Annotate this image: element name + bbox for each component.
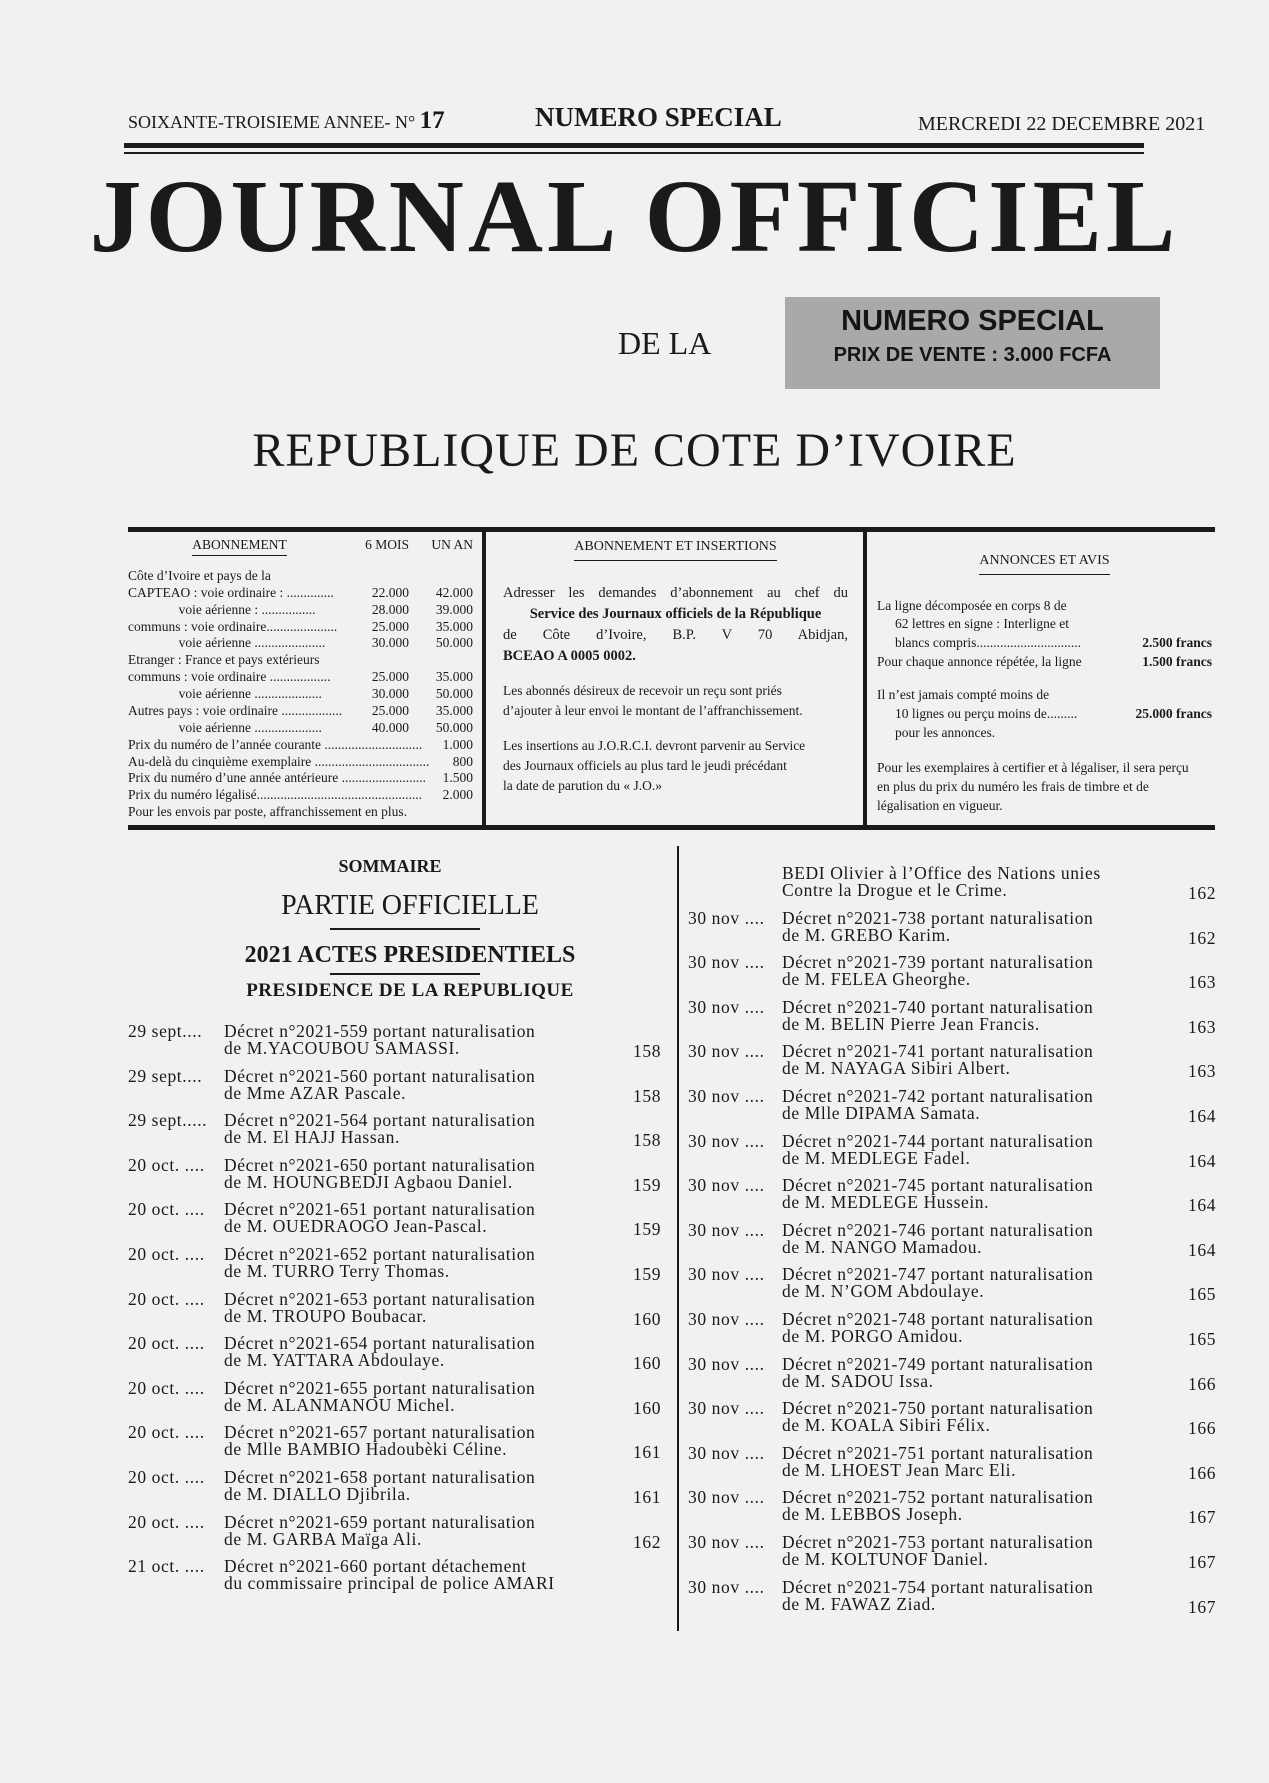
toc-entry — [128, 1066, 688, 1111]
toc-entry-title: Décret n°2021-657 portant naturalisation — [224, 1422, 536, 1443]
annonces-heading: ANNONCES ET AVIS — [979, 551, 1109, 575]
toc-entry-title: Décret n°2021-741 portant naturalisation — [782, 1041, 1094, 1062]
insertions-p3-c: la date de parution du « J.O.» — [503, 777, 662, 793]
toc-entry-subject: de M. GREBO Karim. — [782, 924, 951, 945]
toc-entry-subject: de M. SADOU Issa. — [782, 1370, 934, 1391]
toc-entry — [688, 1041, 1248, 1086]
toc-entry-page: 159 — [633, 1264, 662, 1284]
annonces-l6-price: 25.000 francs — [1135, 706, 1212, 722]
toc-entry — [688, 1398, 1248, 1443]
toc-entry-page: 167 — [1188, 1596, 1217, 1617]
insertions-p3-a: Les insertions au J.O.R.C.I. devront parvenir au Service — [503, 738, 806, 754]
info-bottom-rule — [128, 825, 1215, 830]
toc-entry-page: 158 — [633, 1085, 662, 1106]
partie-underline — [330, 928, 480, 930]
toc-entry-page: 165 — [1188, 1329, 1217, 1349]
toc-entry-title: Décret n°2021-658 portant naturalisation — [224, 1467, 536, 1487]
abonnement-row-6mois: 28.000 — [371, 601, 409, 617]
abonnement-row-6mois: 25.000 — [371, 702, 409, 718]
toc-entry-title: Décret n°2021-751 portant naturalisation — [782, 1442, 1094, 1463]
toc-entry-title: Décret n°2021-660 portant détachement — [224, 1556, 527, 1577]
abonnement-row-label: communs : voie ordinaire .................. — [128, 669, 331, 685]
insertions-p1-b: Service des Journaux officiels de la République — [529, 606, 822, 623]
toc-entry-page: 159 — [633, 1219, 662, 1240]
abonnement-row-label: voie aérienne : ................ — [128, 601, 316, 617]
toc-entry-subject: de M. BELIN Pierre Jean Francis. — [782, 1013, 1040, 1034]
abonnement-row-unan — [438, 804, 473, 821]
toc-entry-subject: de Mlle BAMBIO Hadoubèki Céline. — [224, 1439, 508, 1460]
abonnement-row-unan: 800 — [452, 753, 473, 769]
toc-entry-page: 164 — [1188, 1150, 1217, 1171]
annonces-l6: 10 lignes ou perçu moins de......... — [895, 706, 1078, 722]
header-rule-thick — [124, 143, 1144, 148]
insertions-p2-a: Les abonnés désireux de recevoir un reçu sont priés — [503, 683, 782, 699]
toc-entry-subject: de M. LEBBOS Joseph. — [782, 1504, 963, 1525]
abonnement-row-label: communs : voie ordinaire..................... — [128, 618, 338, 634]
toc-entry-subject: de M. TURRO Terry Thomas. — [224, 1261, 450, 1281]
toc-entry — [688, 1264, 1248, 1309]
abonnement-row — [128, 652, 473, 669]
toc-entry-subject: de M. YATTARA Abdoulaye. — [224, 1350, 445, 1371]
toc-entry-date: 20 oct. .... — [128, 1154, 205, 1175]
toc-entry — [688, 1220, 1248, 1265]
toc-entry-subject: de M. N’GOM Abdoulaye. — [782, 1281, 985, 1302]
toc-entry-title: Décret n°2021-560 portant naturalisation — [224, 1065, 536, 1086]
abonnement-row-6mois: 25.000 — [371, 618, 409, 634]
toc-entry-page: 167 — [1188, 1552, 1217, 1572]
toc-entry-date: 30 nov .... — [688, 1086, 765, 1106]
abonnement-row-unan: 35.000 — [435, 702, 473, 718]
abonnement-row — [128, 669, 473, 686]
abonnement-row — [128, 585, 473, 602]
toc-entry — [128, 1289, 688, 1334]
abonnement-row — [128, 568, 473, 585]
annonces-l8: Pour les exemplaires à certifier et à légaliser, il sera perçu — [877, 759, 1189, 775]
abonnement-row — [128, 635, 473, 652]
abonnement-row — [128, 754, 473, 771]
toc-entry-subject: de Mlle DIPAMA Samata. — [782, 1103, 981, 1123]
abonnement-row-label: CAPTEAO : voie ordinaire : .............. — [128, 584, 334, 600]
abonnement-row-label: Côte d’Ivoire et pays de la — [128, 567, 271, 583]
abonnement-row-6mois — [422, 787, 443, 804]
abonnement-row-6mois — [422, 737, 442, 754]
toc-entry — [688, 1086, 1248, 1131]
toc-entry-date: 29 sept..... — [128, 1110, 208, 1131]
republic-title: REPUBLIQUE DE COTE D’IVOIRE — [252, 424, 1017, 477]
toc-entry — [688, 908, 1248, 953]
toc-entry-title: Décret n°2021-747 portant naturalisation — [782, 1264, 1094, 1285]
abonnement-row-label: Autres pays : voie ordinaire .................. — [128, 702, 343, 718]
abonnement-row-6mois — [426, 770, 443, 787]
toc-entry-page: 167 — [1188, 1507, 1217, 1528]
toc-entry-date: 30 nov .... — [688, 996, 765, 1017]
toc-entry-date: 20 oct. .... — [128, 1511, 205, 1532]
toc-entry — [128, 1244, 688, 1289]
toc-entry-date: 21 oct. .... — [128, 1556, 205, 1577]
toc-entry-title: Décret n°2021-740 portant naturalisation — [782, 996, 1094, 1017]
special-edition-label: NUMERO SPECIAL — [535, 102, 782, 132]
abonnement-row-label: voie aérienne .................... — [128, 719, 322, 735]
toc-entry — [688, 1131, 1248, 1176]
toc-entry — [688, 997, 1248, 1042]
abonnement-row-label: Pour les envois par poste, affranchissement en plus. — [128, 804, 408, 820]
toc-entry-title: BEDI Olivier à l’Office des Nations unies — [782, 863, 1101, 883]
toc-entry-page: 164 — [1188, 1195, 1217, 1216]
toc-entry — [128, 1333, 688, 1378]
insertions-p1-c: de Côte d’Ivoire, B.P. V 70 Abidjan, — [503, 627, 848, 644]
issue-number: 17 — [419, 107, 445, 134]
toc-entry — [128, 1378, 688, 1423]
sommaire-heading: SOMMAIRE — [338, 856, 442, 876]
abonnement-row-label: Etranger : France et pays extérieurs — [128, 652, 320, 668]
special-box-price: PRIX DE VENTE : 3.000 FCFA — [833, 344, 1112, 366]
info-top-rule — [128, 527, 1215, 532]
toc-entry-date: 20 oct. .... — [128, 1333, 205, 1354]
toc-entry-date: 30 nov .... — [688, 1532, 765, 1552]
toc-entry-subject: de M. PORGO Amidou. — [782, 1326, 964, 1346]
abonnement-col-unan: UN AN — [431, 537, 473, 552]
toc-entry-title: Décret n°2021-651 portant naturalisation — [224, 1199, 536, 1220]
toc-entry-date: 30 nov .... — [688, 1130, 765, 1151]
toc-entry — [688, 863, 1248, 908]
abonnement-row-6mois: 40.000 — [371, 719, 409, 735]
toc-entry-date: 30 nov .... — [688, 1041, 765, 1062]
toc-entry-title: Décret n°2021-564 portant naturalisation — [224, 1110, 536, 1131]
toc-entry-date: 30 nov .... — [688, 1576, 765, 1597]
journal-title: JOURNAL OFFICIEL — [89, 159, 1180, 274]
abonnement-row — [128, 720, 473, 737]
toc-entry-page: 161 — [633, 1487, 662, 1507]
toc-entry-page: 159 — [633, 1174, 662, 1195]
abonnement-row-6mois: 30.000 — [371, 635, 409, 651]
abonnement-row-unan: 35.000 — [435, 669, 473, 685]
toc-entry-page: 163 — [1188, 1061, 1217, 1082]
abonnement-row — [128, 737, 473, 754]
abonnement-row — [128, 770, 473, 787]
toc-entry-title: Décret n°2021-650 portant naturalisation — [224, 1154, 536, 1175]
toc-entry-title: Décret n°2021-652 portant naturalisation — [224, 1244, 536, 1264]
abonnement-row-unan: 1.500 — [442, 770, 473, 786]
toc-entry-subject: de M. HOUNGBEDJI Agbaou Daniel. — [224, 1171, 513, 1192]
toc-entry-subject: de M. MEDLEGE Fadel. — [782, 1147, 971, 1168]
toc-entry — [688, 1532, 1248, 1577]
toc-entry-subject: de Mme AZAR Pascale. — [224, 1082, 407, 1103]
abonnement-row-6mois — [429, 754, 450, 771]
toc-entry-date: 30 nov .... — [688, 1219, 765, 1240]
de-la-text: DE LA — [618, 325, 712, 361]
toc-entry-title: Décret n°2021-738 portant naturalisation — [782, 907, 1094, 928]
toc-entry-subject: de M. FELEA Gheorghe. — [782, 969, 971, 990]
toc-entry — [688, 1443, 1248, 1488]
toc-entry-page: 161 — [633, 1442, 662, 1463]
insertions-p3-b: des Journaux officiels au plus tard le jeudi précédant — [503, 758, 787, 774]
toc-entry-page: 166 — [1188, 1418, 1217, 1439]
abonnement-heading: ABONNEMENT — [192, 537, 287, 556]
abonnement-row-unan: 50.000 — [435, 635, 473, 651]
toc-entry-title: Décret n°2021-659 portant naturalisation — [224, 1511, 536, 1532]
toc-entry-date: 30 nov .... — [688, 1442, 765, 1463]
abonnement-row-label: Prix du numéro d’une année antérieure ......................... — [128, 770, 427, 786]
toc-entry-page: 162 — [1188, 883, 1217, 903]
toc-entry — [688, 1577, 1248, 1622]
abonnement-row-label: Prix du numéro de l’année courante ............................. — [128, 736, 423, 752]
toc-entry-title: Décret n°2021-744 portant naturalisation — [782, 1130, 1094, 1151]
issue-prefix: SOIXANTE-TROISIEME ANNEE- N° — [128, 112, 416, 132]
abonnement-row-unan: 42.000 — [435, 584, 473, 600]
toc-entry — [128, 1556, 688, 1601]
toc-entry-page: 158 — [633, 1041, 662, 1061]
toc-entry-page: 160 — [633, 1353, 662, 1374]
toc-entry — [688, 1487, 1248, 1532]
toc-entry-subject: de M. NAYAGA Sibiri Albert. — [782, 1058, 1011, 1079]
toc-entry-page: 163 — [1188, 1016, 1217, 1037]
toc-entry-subject: de M. OUEDRAOGO Jean-Pascal. — [224, 1216, 488, 1237]
toc-entry-page: 162 — [1188, 927, 1217, 948]
insertions-box — [503, 537, 848, 823]
toc-entry-date: 30 nov .... — [688, 1353, 765, 1374]
abonnement-row-6mois: 22.000 — [371, 584, 409, 600]
toc-entry-title: Décret n°2021-654 portant naturalisation — [224, 1333, 536, 1354]
toc-entry-date: 20 oct. .... — [128, 1377, 205, 1398]
abonnement-col-6mois: 6 MOIS — [365, 537, 409, 552]
toc-entry-date: 30 nov .... — [688, 907, 765, 928]
toc-entry-date: 20 oct. .... — [128, 1422, 205, 1443]
insertions-heading: ABONNEMENT ET INSERTIONS — [574, 537, 776, 561]
toc-entry — [128, 1155, 688, 1200]
toc-entry-title: Décret n°2021-745 portant naturalisation — [782, 1175, 1094, 1196]
toc-entry-page: 162 — [633, 1531, 662, 1552]
annonces-box — [877, 537, 1212, 823]
toc-entry-subject: de M. LHOEST Jean Marc Eli. — [782, 1459, 1017, 1480]
toc-entry — [128, 1021, 688, 1066]
toc-entry-title: Décret n°2021-746 portant naturalisation — [782, 1219, 1094, 1240]
toc-entry-page: 166 — [1188, 1373, 1217, 1394]
toc-entry-subject: de M. NANGO Mamadou. — [782, 1236, 983, 1257]
toc-entry-subject: de M. GARBA Maïga Ali. — [224, 1528, 422, 1549]
toc-entry-page: 164 — [1188, 1106, 1217, 1126]
toc-entry-title: Décret n°2021-754 portant naturalisation — [782, 1576, 1094, 1597]
abonnement-row — [128, 703, 473, 720]
toc-entry — [128, 1512, 688, 1557]
toc-entry-title: Décret n°2021-559 portant naturalisation — [224, 1021, 536, 1041]
toc-entry-subject: du commissaire principal de police AMARI — [224, 1573, 555, 1594]
annonces-l7: pour les annonces. — [895, 724, 996, 740]
presidence-heading: PRESIDENCE DE LA REPUBLIQUE — [246, 980, 574, 1001]
abonnement-row-label: voie aérienne .................... — [128, 686, 322, 701]
toc-entry-date: 30 nov .... — [688, 1175, 765, 1196]
abonnement-row-6mois — [351, 652, 409, 669]
toc-entry-page: 165 — [1188, 1284, 1217, 1305]
annonces-l9: en plus du prix du numéro les frais de timbre et de — [877, 778, 1149, 794]
info-divider-1 — [482, 532, 486, 825]
actes-heading: 2021 ACTES PRESIDENTIELS — [244, 942, 576, 968]
abonnement-row-6mois: 30.000 — [371, 686, 409, 701]
abonnement-row-6mois: 25.000 — [371, 669, 409, 685]
info-divider-2 — [863, 532, 867, 825]
toc-entry — [128, 1467, 688, 1512]
annonces-l10: légalisation en vigueur. — [877, 797, 1003, 813]
toc-entry-subject: de M. KOLTUNOF Daniel. — [782, 1549, 989, 1569]
toc-entry-date: 20 oct. .... — [128, 1199, 205, 1220]
toc-entry-subject: de M. FAWAZ Ziad. — [782, 1593, 936, 1614]
abonnement-row-unan: 1.000 — [442, 736, 473, 752]
insertions-p1-a: Adresser les demandes d’abonnement au chef du — [503, 585, 848, 602]
toc-entry-date: 29 sept.... — [128, 1021, 203, 1041]
toc-entry-subject: de M. El HAJJ Hassan. — [224, 1127, 400, 1148]
annonces-l1: La ligne décomposée en corps 8 de — [877, 597, 1067, 613]
abonnement-row-6mois — [351, 568, 409, 585]
toc-entry — [688, 1175, 1248, 1220]
toc-entry-date: 20 oct. .... — [128, 1288, 205, 1309]
header-rule-thin — [124, 152, 1144, 154]
toc-entry-date: 30 nov .... — [688, 1309, 765, 1329]
abonnement-row — [128, 619, 473, 636]
abonnement-row-label: Au-delà du cinquième exemplaire .................................. — [128, 753, 430, 769]
abonnement-row-unan: 50.000 — [435, 686, 473, 701]
toc-entry-date: 30 nov .... — [688, 1264, 765, 1285]
partie-officielle-heading — [200, 890, 620, 922]
annonces-l3-price: 2.500 francs — [1142, 635, 1212, 651]
toc-entry-subject: de M. ALANMANOU Michel. — [224, 1394, 456, 1415]
abonnement-row — [128, 602, 473, 619]
annonces-l2: 62 lettres en signe : Interligne et — [895, 616, 1069, 632]
toc-entry-title: Décret n°2021-653 portant naturalisation — [224, 1288, 536, 1309]
toc-entry-page: 163 — [1188, 972, 1217, 993]
toc-entry-title: Décret n°2021-753 portant naturalisation — [782, 1532, 1094, 1552]
toc-entry-date: 20 oct. .... — [128, 1244, 205, 1264]
toc-entry-date: 30 nov .... — [688, 1398, 765, 1419]
special-box-title: NUMERO SPECIAL — [841, 305, 1104, 337]
abonnement-row-unan: 35.000 — [435, 618, 473, 634]
toc-entry-title: Décret n°2021-748 portant naturalisation — [782, 1309, 1094, 1329]
toc-entry-subject: de M.YACOUBOU SAMASSI. — [224, 1038, 460, 1058]
toc-entry-date: 30 nov .... — [688, 1487, 765, 1508]
toc-entry-page: 164 — [1188, 1239, 1217, 1260]
toc-entry-subject: de M. DIALLO Djibrila. — [224, 1484, 411, 1504]
actes-underline — [330, 973, 480, 975]
abonnement-row-unan: 2.000 — [442, 787, 473, 803]
toc-entry-date: 30 nov .... — [688, 952, 765, 973]
toc-entry-page: 160 — [633, 1308, 662, 1329]
toc-entry-subject: de M. TROUPO Boubacar. — [224, 1305, 427, 1326]
annonces-l5: Il n’est jamais compté moins de — [877, 687, 1050, 703]
abonnement-row — [128, 804, 473, 821]
toc-entry — [128, 1422, 688, 1467]
toc-entry-page: 158 — [633, 1130, 662, 1151]
abonnement-row-unan — [409, 652, 473, 669]
toc-entry-title: Décret n°2021-752 portant naturalisation — [782, 1487, 1094, 1508]
insertions-p1-d: BCEAO A 0005 0002. — [503, 648, 636, 665]
abonnement-row-unan: 50.000 — [435, 719, 473, 735]
abonnement-row-label: voie aérienne ..................... — [128, 635, 326, 651]
abonnement-row-unan: 39.000 — [435, 601, 473, 617]
toc-entry-title: Décret n°2021-749 portant naturalisation — [782, 1353, 1094, 1374]
abonnement-box — [128, 537, 473, 823]
toc-entry — [688, 1354, 1248, 1399]
toc-entry — [128, 1110, 688, 1155]
toc-entry — [688, 952, 1248, 997]
toc-entry-subject: de M. KOALA Sibiri Félix. — [782, 1415, 991, 1436]
toc-entry-title: Décret n°2021-750 portant naturalisation — [782, 1398, 1094, 1419]
annonces-l4-price: 1.500 francs — [1142, 654, 1212, 670]
toc-entry-title: Décret n°2021-655 portant naturalisation — [224, 1377, 536, 1398]
toc-entry — [688, 1309, 1248, 1354]
toc-entry-title: Décret n°2021-742 portant naturalisation — [782, 1086, 1094, 1106]
toc-entry-title: Décret n°2021-739 portant naturalisation — [782, 952, 1094, 973]
issue-line — [128, 107, 445, 135]
partie-officielle-text: PARTIE OFFICIELLE — [281, 890, 539, 921]
abonnement-row — [128, 787, 473, 804]
toc-entry-page: 160 — [633, 1397, 662, 1418]
insertions-p2-b: d’ajouter à leur envoi le montant de l’affranchissement. — [503, 702, 803, 718]
special-price-box — [785, 297, 1160, 389]
toc-entry-page: 166 — [1188, 1462, 1217, 1483]
abonnement-rows — [128, 568, 473, 821]
toc-entry-subject: de M. MEDLEGE Hussein. — [782, 1192, 990, 1213]
toc-entry — [128, 1199, 688, 1244]
abonnement-row-label: Prix du numéro légalisé................................................. — [128, 787, 422, 803]
toc-entry-subject: Contre la Drogue et le Crime. — [782, 880, 1008, 900]
issue-date: MERCREDI 22 DECEMBRE 2021 — [918, 113, 1206, 135]
abonnement-row-6mois — [407, 804, 438, 821]
annonces-l3: blancs compris............................... — [895, 635, 1081, 651]
abonnement-row-unan — [409, 568, 473, 585]
annonces-l4: Pour chaque annonce répétée, la ligne — [877, 654, 1082, 670]
abonnement-row — [128, 686, 473, 703]
toc-entry-date: 20 oct. .... — [128, 1467, 205, 1487]
toc-entry-date: 29 sept.... — [128, 1065, 203, 1086]
